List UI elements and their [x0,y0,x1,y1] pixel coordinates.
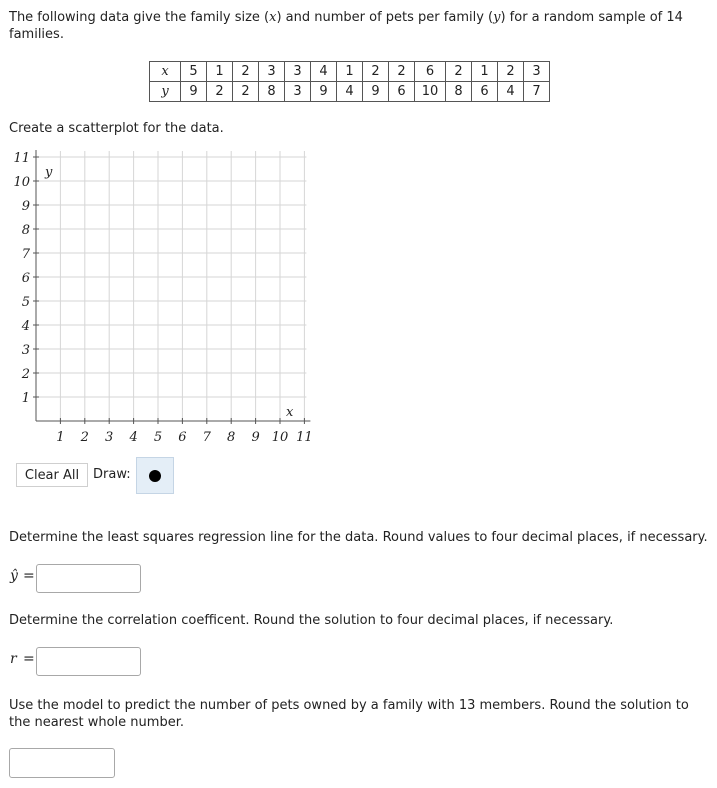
x-header: x [150,62,181,82]
x-value-cell: 2 [446,62,472,82]
scatterplot-instruction: Create a scatterplot for the data. [9,121,224,136]
x-value-cell: 3 [259,62,285,82]
y-value-cell: 6 [472,82,498,102]
x-value-cell: 2 [233,62,259,82]
x-value-cell: 3 [285,62,311,82]
x-tick-label: 10 [271,430,289,445]
y-value-cell: 3 [285,82,311,102]
y-value-cell: 8 [446,82,472,102]
x-value-cell: 3 [524,62,550,82]
y-value-cell: 9 [181,82,207,102]
x-value-cell: 2 [363,62,389,82]
x-tick-label: 1 [56,430,65,445]
x-tick-label: 3 [105,430,114,445]
y-tick-label: 5 [21,295,30,310]
data-table [149,61,550,102]
y-tick-label: 4 [21,319,30,334]
y-tick-label: 7 [21,247,30,262]
x-row [150,62,550,82]
x-value-cell: 4 [311,62,337,82]
regression-equals-sign: = [23,568,35,584]
correlation-input[interactable] [36,647,141,676]
x-value-cell: 2 [498,62,524,82]
draw-label: Draw: [93,467,131,482]
x-tick-label: 11 [296,430,313,445]
x-value-cell: 1 [337,62,363,82]
prediction-input[interactable] [9,748,115,778]
y-tick-label: 10 [13,175,30,190]
draw-point-tool-button[interactable] [136,457,174,494]
y-value-cell: 2 [233,82,259,102]
x-value-cell: 6 [415,62,446,82]
y-value-cell: 4 [498,82,524,102]
x-tick-label: 6 [178,430,187,445]
y-value-cell: 8 [259,82,285,102]
y-tick-label: 6 [21,271,30,286]
x-tick-label: 4 [129,430,138,445]
y-axis-label: y [45,165,53,180]
regression-instruction: Determine the least squares regression line for the data. Round values to four decimal places, if necessary. [9,530,708,545]
regression-line-input[interactable] [36,564,141,593]
y-tick-label: 1 [21,391,30,406]
correlation-instruction: Determine the correlation coefficent. Round the solution to four decimal places, if necessary. [9,613,614,628]
y-tick-label: 8 [21,223,30,238]
r-symbol: r [10,651,17,667]
correlation-equals-sign: = [23,651,35,667]
y-tick-label: 9 [21,199,30,214]
x-tick-label: 7 [202,430,211,445]
y-tick-label: 3 [21,343,30,358]
y-tick-label: 11 [13,151,30,166]
y-header: y [150,82,181,102]
y-hat-symbol: ŷ [10,568,18,584]
y-value-cell: 10 [415,82,446,102]
x-value-cell: 1 [472,62,498,82]
x-tick-label: 9 [251,430,260,445]
y-value-cell: 9 [311,82,337,102]
question-prompt: The following data give the family size (x) and number of pets per family (y) for a random sample of 14 families. [9,10,683,42]
graph-tick-labels [13,151,312,445]
y-row [150,82,550,102]
y-value-cell: 4 [337,82,363,102]
x-tick-label: 2 [80,430,89,445]
x-value-cell: 5 [181,62,207,82]
y-value-cell: 6 [389,82,415,102]
y-value-cell: 9 [363,82,389,102]
scatterplot-graph[interactable] [0,150,320,450]
prediction-instruction: Use the model to predict the number of pets owned by a family with 13 members. Round the solution to the nearest whole number. [9,698,689,730]
x-value-cell: 1 [207,62,233,82]
y-value-cell: 7 [524,82,550,102]
x-axis-label: x [286,405,294,420]
point-tool-icon [148,469,162,483]
y-value-cell: 2 [207,82,233,102]
x-tick-label: 8 [227,430,236,445]
y-tick-label: 2 [21,367,30,382]
clear-all-button[interactable]: Clear All [16,463,88,487]
x-tick-label: 5 [153,430,163,445]
x-value-cell: 2 [389,62,415,82]
graph-grid [33,150,310,424]
